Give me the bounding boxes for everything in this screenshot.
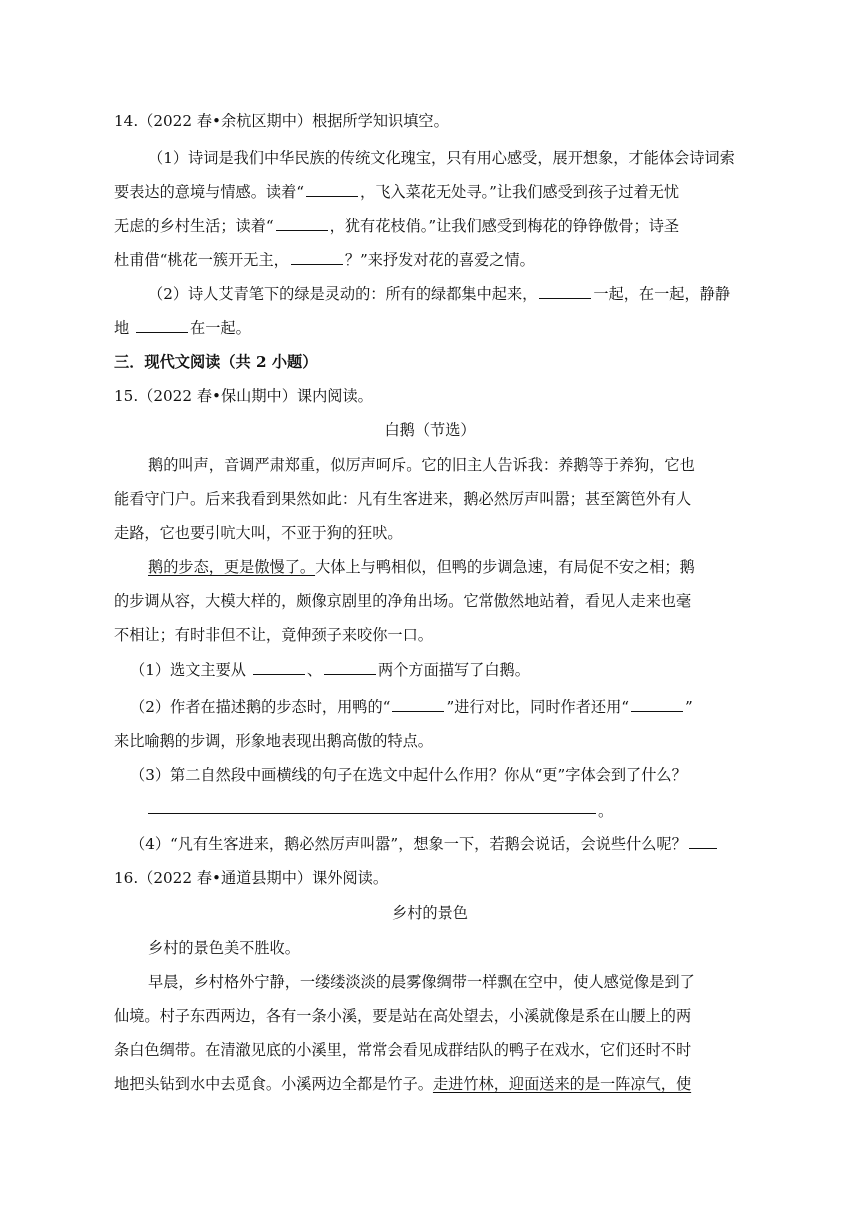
q16-para1: 乡村的景色美不胜收。 bbox=[148, 939, 300, 957]
q14-p2-line1: （2）诗人艾青笔下的绿是灵动的：所有的绿都集中起来， 一起，在一起，静静 bbox=[148, 285, 731, 303]
section-title: 三．现代文阅读（共 2 小题） bbox=[114, 353, 318, 371]
q14-p1-line2: 要表达的意境与情感。读着“ ，飞入菜花无处寻。”让我们感受到孩子过着无忧 bbox=[114, 183, 680, 201]
q14-p1-line4: 杜甫借“桃花一簇开无主， ？”来抒发对花的喜爱之情。 bbox=[114, 251, 535, 269]
answer-blank[interactable] bbox=[306, 182, 358, 197]
answer-blank[interactable] bbox=[253, 660, 305, 675]
underlined-sentence: 鹅的步态，更是傲慢了。 bbox=[148, 558, 316, 576]
q16-para2-line4: 地把头钻到水中去觅食。小溪两边全都是竹子。走进竹林，迎面送来的是一阵凉气，使 bbox=[114, 1075, 692, 1093]
q16-para2-line1: 早晨，乡村格外宁静，一缕缕淡淡的晨雾像绸带一样飘在空中，使人感觉像是到了 bbox=[148, 973, 695, 991]
underlined-sentence: 走进竹林，迎面送来的是一阵凉气，使 bbox=[432, 1075, 692, 1093]
q14-p1-line1: （1）诗词是我们中华民族的传统文化瑰宝，只有用心感受，展开想象，才能体会诗词索 bbox=[148, 149, 735, 167]
answer-blank[interactable] bbox=[324, 660, 376, 675]
q15-para1-line2: 能看守门户。后来我看到果然如此：凡有生客进来，鹅必然厉声叫嚣；甚至篱笆外有人 bbox=[114, 490, 692, 508]
q15-passage-title: 白鹅（节选） bbox=[384, 421, 476, 439]
q16-para2-line3: 条白色绸带。在清澈见底的小溪里，常常会看见成群结队的鸭子在戏水，它们还时不时 bbox=[114, 1041, 692, 1059]
answer-line[interactable] bbox=[148, 813, 596, 814]
q16-stem: 16.（2022 春•通道县期中）课外阅读。 bbox=[114, 869, 389, 887]
answer-blank[interactable] bbox=[392, 697, 444, 712]
answer-blank[interactable] bbox=[631, 697, 683, 712]
answer-blank[interactable] bbox=[539, 284, 591, 299]
q15-sub1: （1）选文主要从 、 两个方面描写了白鹅。 bbox=[130, 661, 530, 679]
answer-line-period: 。 bbox=[598, 802, 614, 820]
q15-sub4: （4）“凡有生客进来，鹅必然厉声叫嚣”，想象一下，若鹅会说话，会说些什么呢？ bbox=[130, 834, 719, 854]
q16-para2-line2: 仙境。村子东西两边，各有一条小溪，要是站在高处望去，小溪就像是系在山腰上的两 bbox=[114, 1007, 692, 1025]
q15-sub2-line2: 来比喻鹅的步调，形象地表现出鹅高傲的特点。 bbox=[114, 732, 433, 750]
q15-sub3: （3）第二自然段中画横线的句子在选文中起什么作用？你从“更”字体会到了什么？ bbox=[130, 766, 687, 784]
q15-sub2-line1: （2）作者在描述鹅的步态时，用鸭的“ ”进行对比，同时作者还用“ ” bbox=[130, 698, 693, 716]
answer-blank[interactable] bbox=[291, 250, 343, 265]
answer-blank[interactable] bbox=[276, 216, 328, 231]
q14-p2-line2: 地 在一起。 bbox=[114, 319, 251, 337]
q15-para2-line1: 鹅的步态，更是傲慢了。大体上与鸭相似，但鸭的步调急速，有局促不安之相；鹅 bbox=[148, 558, 695, 576]
q15-para2-line2: 的步调从容，大模大样的，颇像京剧里的净角出场。它常傲然地站着，看见人走来也毫 bbox=[114, 592, 692, 610]
q15-para1-line1: 鹅的叫声，音调严肃郑重，似厉声呵斥。它的旧主人告诉我：养鹅等于养狗，它也 bbox=[148, 456, 695, 474]
q14-stem: 14.（2022 春•余杭区期中）根据所学知识填空。 bbox=[114, 112, 449, 130]
q15-stem: 15.（2022 春•保山期中）课内阅读。 bbox=[114, 387, 373, 405]
q15-para1-line3: 走路，它也要引吭大叫，不亚于狗的狂吠。 bbox=[114, 524, 403, 542]
q16-passage-title: 乡村的景色 bbox=[392, 904, 468, 922]
answer-blank[interactable] bbox=[689, 834, 717, 849]
answer-blank[interactable] bbox=[136, 318, 188, 333]
q14-p1-line3: 无虑的乡村生活；读着“ ，犹有花枝俏。”让我们感受到梅花的铮铮傲骨；诗圣 bbox=[114, 217, 680, 235]
q15-para2-line3: 不相让；有时非但不让，竟伸颈子来咬你一口。 bbox=[114, 626, 433, 644]
